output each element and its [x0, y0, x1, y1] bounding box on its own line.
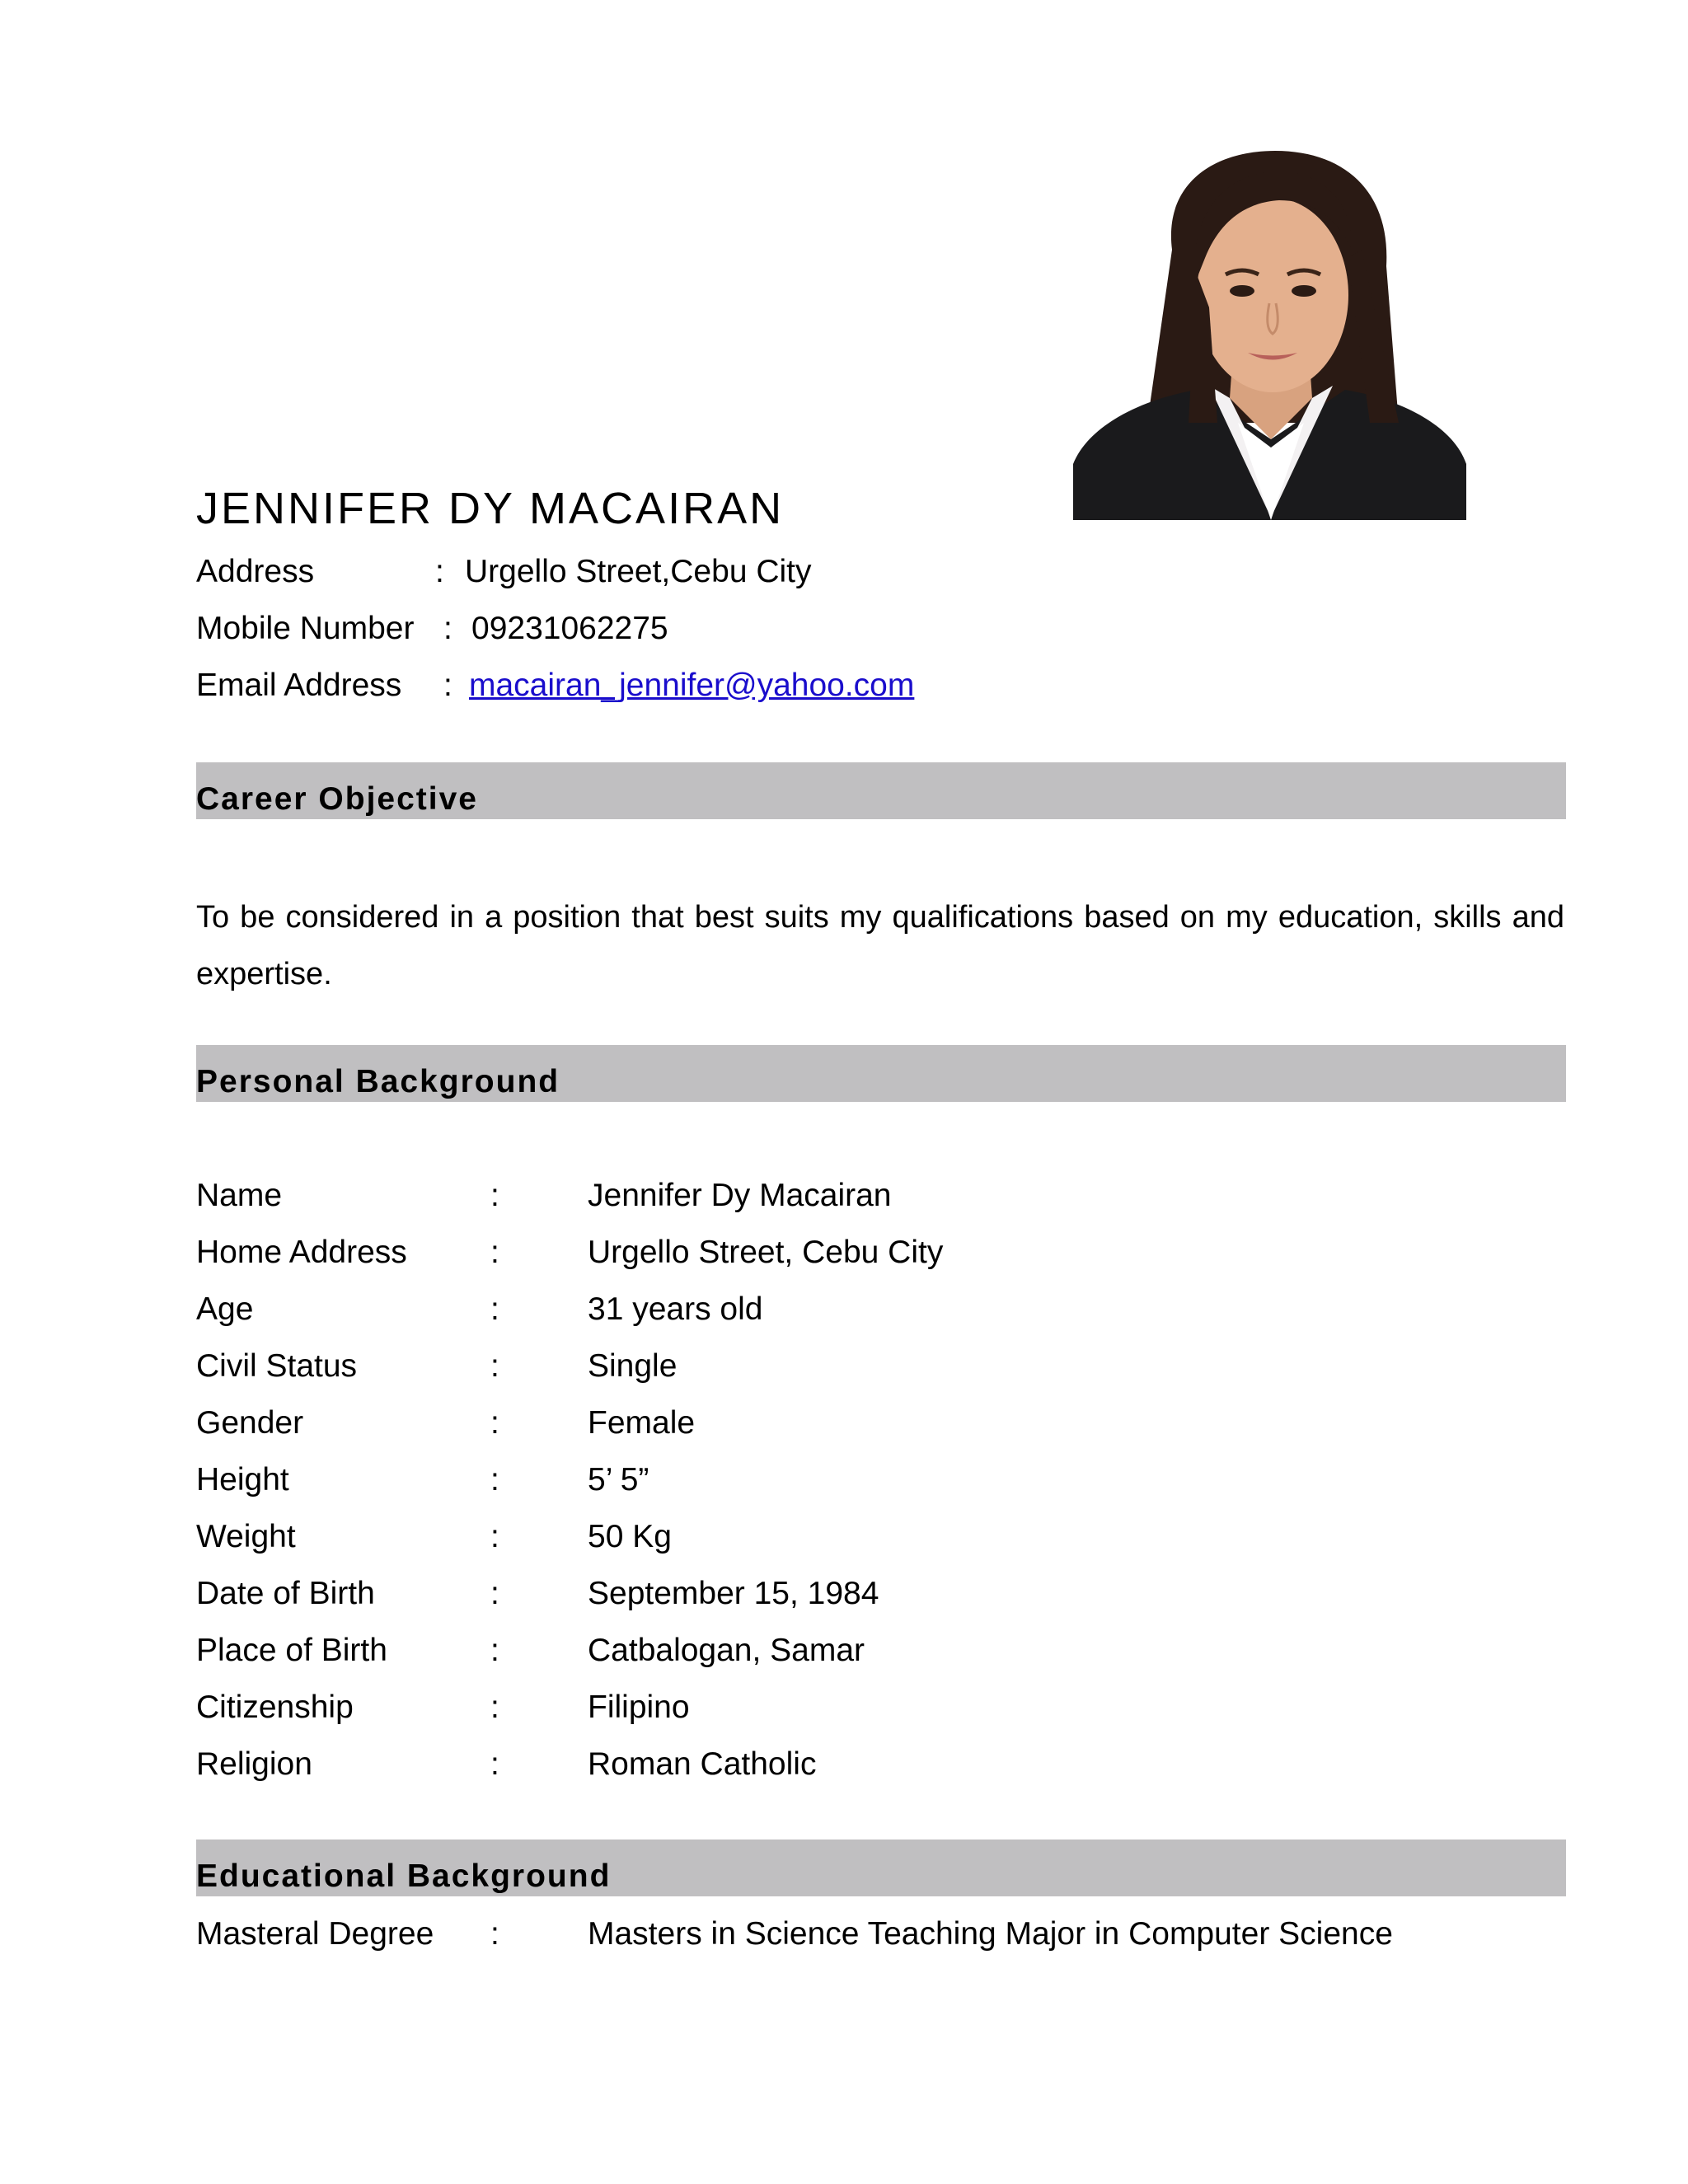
- contact-email-row: [196, 665, 1020, 706]
- profile-photo: [1073, 151, 1466, 520]
- personal-row: [196, 1460, 1566, 1501]
- personal-row: [196, 1573, 1566, 1615]
- personal-value: Roman Catholic: [588, 1746, 817, 1782]
- personal-label: Height: [196, 1462, 289, 1497]
- personal-label: Date of Birth: [196, 1576, 375, 1611]
- personal-separator: :: [490, 1690, 499, 1725]
- personal-value: September 15, 1984: [588, 1576, 879, 1611]
- personal-separator: :: [490, 1633, 499, 1668]
- personal-separator: :: [490, 1576, 499, 1611]
- personal-label: Civil Status: [196, 1348, 358, 1384]
- career-objective-header: [196, 762, 1566, 819]
- personal-row: [196, 1630, 1566, 1671]
- personal-separator: :: [490, 1405, 499, 1441]
- personal-separator: :: [490, 1462, 499, 1497]
- education-separator: :: [490, 1916, 499, 1952]
- personal-row: [196, 1175, 1566, 1216]
- personal-label: Name: [196, 1178, 283, 1213]
- personal-label: Citizenship: [196, 1690, 354, 1725]
- personal-row: [196, 1289, 1566, 1330]
- educational-background-header: [196, 1840, 1566, 1896]
- personal-value: Filipino: [588, 1690, 690, 1725]
- personal-value: 31 years old: [588, 1291, 763, 1327]
- career-objective-title: Career Objective: [196, 781, 479, 817]
- personal-value: Catbalogan, Samar: [588, 1633, 865, 1668]
- career-objective-text: To be considered in a position that best suits my qualifications based on my education, skills and expertise.: [196, 900, 1564, 991]
- personal-row: [196, 1744, 1566, 1785]
- personal-row: [196, 1403, 1566, 1444]
- personal-row: [196, 1232, 1566, 1273]
- personal-background-header: [196, 1045, 1566, 1102]
- contact-email-separator: :: [443, 668, 452, 703]
- contact-address-row: [196, 551, 938, 593]
- contact-mobile-label: Mobile Number: [196, 611, 415, 646]
- contact-mobile-row: [196, 608, 938, 649]
- personal-background-title: Personal Background: [196, 1064, 560, 1099]
- personal-row: [196, 1687, 1566, 1728]
- personal-value: 50 Kg: [588, 1519, 672, 1554]
- personal-separator: :: [490, 1291, 499, 1327]
- personal-value: Single: [588, 1348, 678, 1384]
- personal-row: [196, 1346, 1566, 1387]
- personal-label: Religion: [196, 1746, 312, 1782]
- personal-value: 5’ 5”: [588, 1462, 649, 1497]
- personal-separator: :: [490, 1348, 499, 1384]
- personal-label: Gender: [196, 1405, 304, 1441]
- personal-row: [196, 1516, 1566, 1558]
- personal-separator: :: [490, 1235, 499, 1270]
- education-label: Masteral Degree: [196, 1916, 434, 1952]
- contact-mobile-separator: :: [443, 611, 452, 646]
- personal-label: Place of Birth: [196, 1633, 387, 1668]
- personal-value: Urgello Street, Cebu City: [588, 1235, 944, 1270]
- personal-separator: :: [490, 1746, 499, 1782]
- contact-address-value: Urgello Street,Cebu City: [465, 554, 812, 589]
- contact-mobile-value: 09231062275: [471, 611, 668, 646]
- personal-separator: :: [490, 1519, 499, 1554]
- candidate-name: JENNIFER DY MACAIRAN: [196, 484, 785, 533]
- education-row: [196, 1914, 1566, 1955]
- educational-background-title: Educational Background: [196, 1858, 612, 1894]
- personal-separator: :: [490, 1178, 499, 1213]
- education-value: Masters in Science Teaching Major in Computer Science: [588, 1916, 1393, 1952]
- personal-label: Age: [196, 1291, 254, 1327]
- contact-address-separator: :: [435, 554, 444, 589]
- personal-value: Jennifer Dy Macairan: [588, 1178, 892, 1213]
- contact-email-label: Email Address: [196, 668, 402, 703]
- personal-label: Home Address: [196, 1235, 407, 1270]
- personal-value: Female: [588, 1405, 696, 1441]
- personal-label: Weight: [196, 1519, 296, 1554]
- contact-address-label: Address: [196, 554, 315, 589]
- contact-email-link[interactable]: macairan_jennifer@yahoo.com: [469, 668, 915, 703]
